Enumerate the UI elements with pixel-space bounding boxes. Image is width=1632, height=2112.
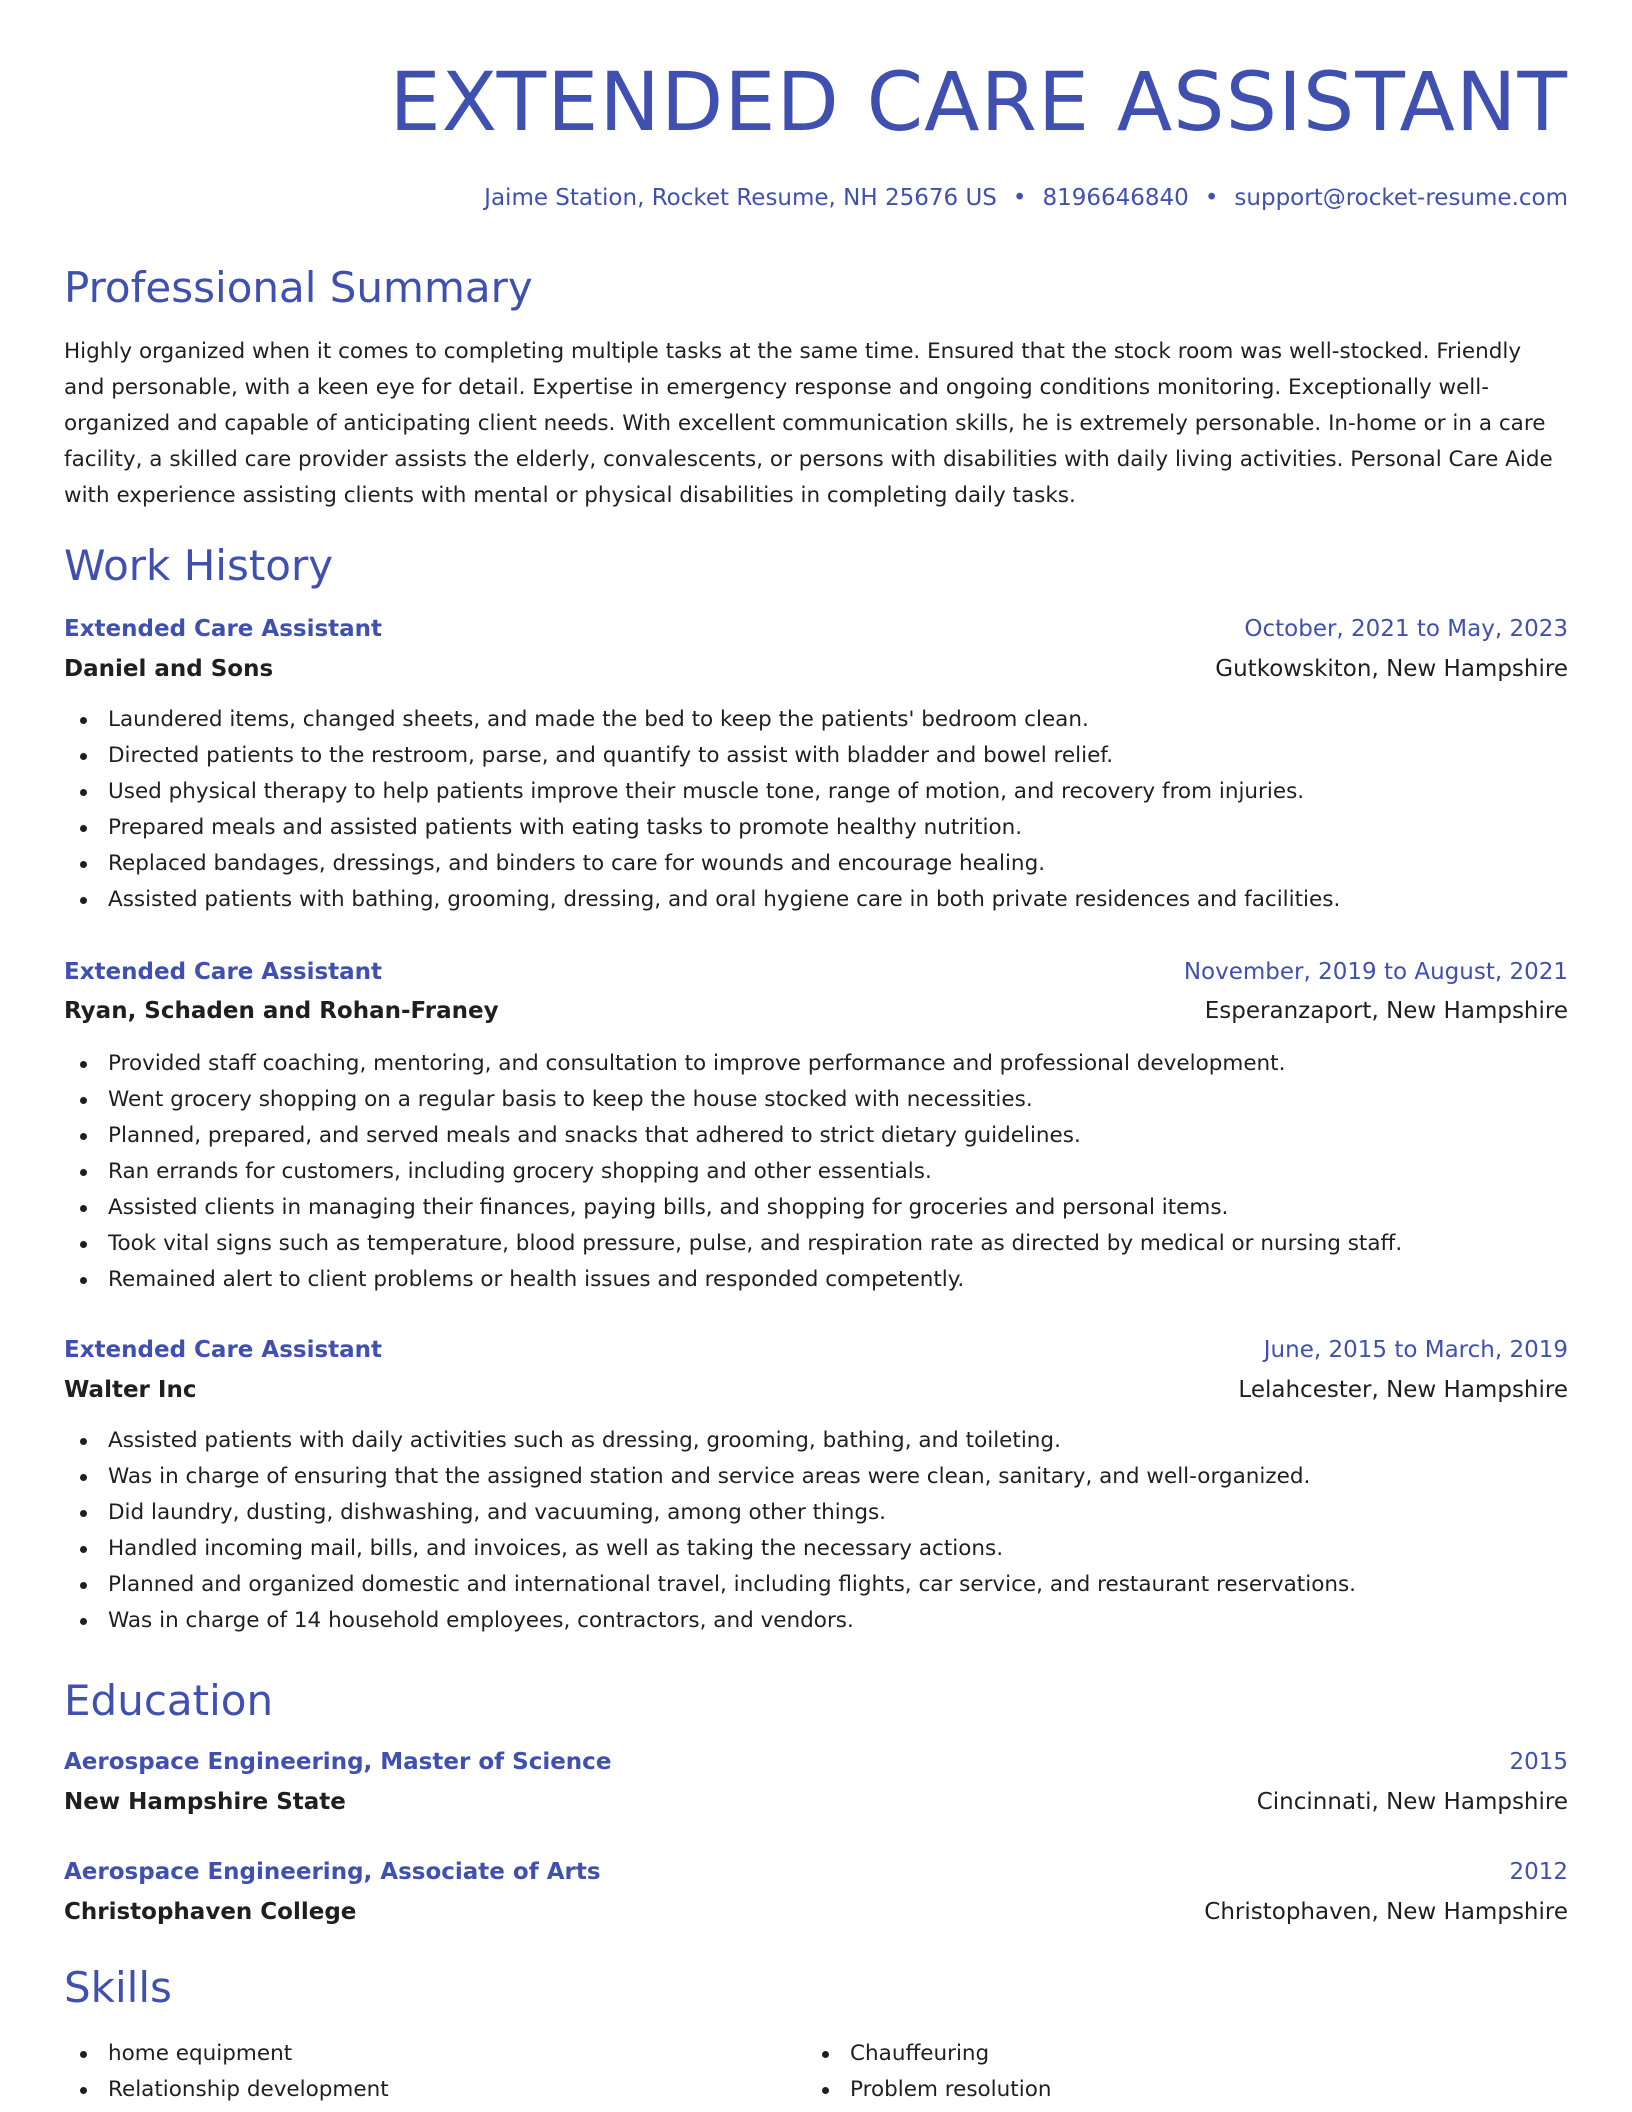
list-item: Provided staff coaching, mentoring, and consultation to improve performance and professional development. [64,1046,1568,1082]
education-school: Christophaven College [64,1899,357,1925]
education-year: 2015 [1509,1749,1568,1775]
contact-separator: • [1204,185,1219,211]
education-location: Christophaven, New Hampshire [1204,1899,1568,1925]
education-degree: Aerospace Engineering, Associate of Arts [64,1859,601,1885]
job-location: Lelahcester, New Hampshire [1238,1377,1568,1403]
skill-item: Problem resolution [806,2072,1632,2108]
list-item: Planned, prepared, and served meals and snacks that adhered to strict dietary guidelines. [64,1118,1568,1154]
work-history-heading: Work History [64,541,334,590]
list-item: Replaced bandages, dressings, and binders to care for wounds and encourage healing. [64,846,1568,882]
job-title: Extended Care Assistant [64,959,383,985]
education-school: New Hampshire State [64,1789,346,1815]
list-item: Remained alert to client problems or health issues and responded competently. [64,1262,1568,1298]
list-item: Assisted patients with bathing, grooming, dressing, and oral hygiene care in both private residences and facilities. [64,882,1568,918]
job-dates: June, 2015 to March, 2019 [1263,1337,1568,1363]
job-company: Daniel and Sons [64,656,274,682]
list-item: Was in charge of 14 household employees, contractors, and vendors. [64,1603,1568,1639]
job-bullets [64,1046,1568,1298]
job-company: Ryan, Schaden and Rohan-Franey [64,998,499,1024]
education-header [64,1855,1568,1889]
list-item: Did laundry, dusting, dishwashing, and vacuuming, among other things. [64,1495,1568,1531]
summary-heading: Professional Summary [64,263,533,312]
skills-list-right [806,2036,1632,2108]
list-item: Handled incoming mail, bills, and invoices, as well as taking the necessary actions. [64,1531,1568,1567]
summary-text: Highly organized when it comes to completing multiple tasks at the same time. Ensured that the stock room was well-stocked. Friendly and personable, with a keen eye for detail. Expertise in emergency response and ongoing conditions monitoring. Exceptionally well-organized and capable of anticipating client needs. With excellent communication skills, he is extremely personable. In-home or in a care facility, a skilled care provider assists the elderly, convalescents, or persons with disabilities with daily living activities. Personal Care Aide with experience assisting clients with mental or physical disabilities in completing daily tasks. [64,339,1553,508]
education-heading: Education [64,1676,274,1725]
list-item: Directed patients to the restroom, parse, and quantify to assist with bladder and bowel relief. [64,738,1568,774]
job-dates: November, 2019 to August, 2021 [1183,959,1568,985]
job-location: Esperanzaport, New Hampshire [1204,998,1568,1024]
education-header [64,1745,1568,1779]
list-item: Ran errands for customers, including grocery shopping and other essentials. [64,1154,1568,1190]
job-bullets [64,702,1568,918]
job-header [64,612,1568,646]
job-title: Extended Care Assistant [64,616,383,642]
education-school-row [64,1785,1568,1819]
job-dates: October, 2021 to May, 2023 [1244,616,1568,642]
education-location: Cincinnati, New Hampshire [1256,1789,1568,1815]
job-company: Walter Inc [64,1377,197,1403]
list-item: Laundered items, changed sheets, and made the bed to keep the patients' bedroom clean. [64,702,1568,738]
job-title: Extended Care Assistant [64,1337,383,1363]
job-employer-row [64,1373,1568,1407]
contact-address: Jaime Station, Rocket Resume, NH 25676 US [484,185,997,211]
skills-heading: Skills [64,1963,172,2012]
job-header [64,1333,1568,1367]
job-location: Gutkowskiton, New Hampshire [1215,656,1568,682]
list-item: Assisted clients in managing their finances, paying bills, and shopping for groceries and personal items. [64,1190,1568,1226]
education-year: 2012 [1509,1859,1568,1885]
job-header [64,955,1568,989]
job-employer-row [64,652,1568,686]
list-item: Prepared meals and assisted patients with eating tasks to promote healthy nutrition. [64,810,1568,846]
contact-line [484,181,1568,215]
job-bullets [64,1423,1568,1639]
skill-item: Relationship development [64,2072,1568,2108]
contact-phone: 8196646840 [1042,185,1189,211]
education-degree: Aerospace Engineering, Master of Science [64,1749,612,1775]
contact-email[interactable]: support@rocket-resume.com [1234,185,1568,211]
list-item: Planned and organized domestic and international travel, including flights, car service, and restaurant reservations. [64,1567,1568,1603]
education-school-row [64,1895,1568,1929]
resume-title: EXTENDED CARE ASSISTANT [389,56,1568,150]
list-item: Took vital signs such as temperature, blood pressure, pulse, and respiration rate as directed by medical or nursing staff. [64,1226,1568,1262]
contact-separator: • [1012,185,1027,211]
list-item: Assisted patients with daily activities such as dressing, grooming, bathing, and toileting. [64,1423,1568,1459]
skill-item: home equipment [64,2036,1568,2072]
job-employer-row [64,994,1568,1028]
list-item: Was in charge of ensuring that the assigned station and service areas were clean, sanitary, and well-organized. [64,1459,1568,1495]
list-item: Used physical therapy to help patients improve their muscle tone, range of motion, and recovery from injuries. [64,774,1568,810]
skill-item: Chauffeuring [806,2036,1632,2072]
list-item: Went grocery shopping on a regular basis to keep the house stocked with necessities. [64,1082,1568,1118]
